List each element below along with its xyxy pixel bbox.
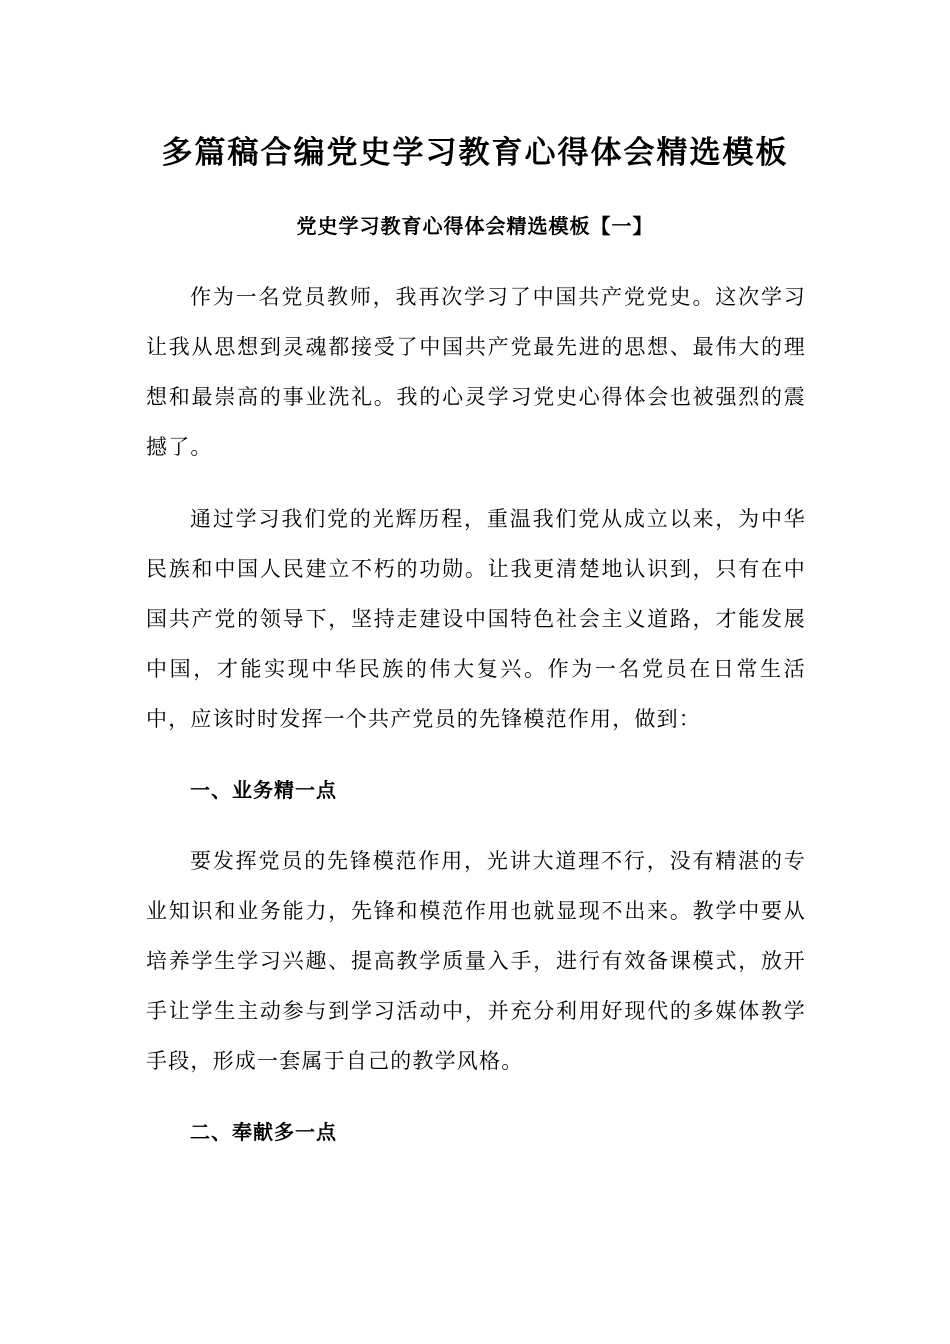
paragraph-history: 通过学习我们党的光辉历程，重温我们党从成立以来，为中华民族和中国人民建立不朽的功勋。让我更清楚地认识到，只有在中国共产党的领导下，坚持走建设中国特色社会主义道路，才能发展中国，才能实现中华民族的伟大复兴。作为一名党员在日常生活中，应该时时发挥一个共产党员的先锋模范作用，做到： bbox=[146, 507, 806, 731]
paragraph-intro: 作为一名党员教师，我再次学习了中国共产党党史。这次学习让我从思想到灵魂都接受了中国共产党最先进的思想、最伟大的理想和最崇高的事业洗礼。我的心灵学习党史心得体会也被强烈的震撼了。 bbox=[146, 285, 806, 459]
section-subtitle: 党史学习教育心得体会精选模板【一】 bbox=[296, 214, 654, 238]
document-title: 多篇稿合编党史学习教育心得体会精选模板 bbox=[161, 135, 789, 171]
heading-business: 一、业务精一点 bbox=[190, 778, 337, 802]
paragraph-business: 要发挥党员的先锋模范作用，光讲大道理不行，没有精湛的专业知识和业务能力，先锋和模范作用也就显现不出来。教学中要从培养学生学习兴趣、提高教学质量入手，进行有效备课模式，放开手让学生主动参与到学习活动中，并充分利用好现代的多媒体教学手段，形成一套属于自己的教学风格。 bbox=[146, 849, 806, 1073]
heading-dedication: 二、奉献多一点 bbox=[190, 1120, 337, 1144]
